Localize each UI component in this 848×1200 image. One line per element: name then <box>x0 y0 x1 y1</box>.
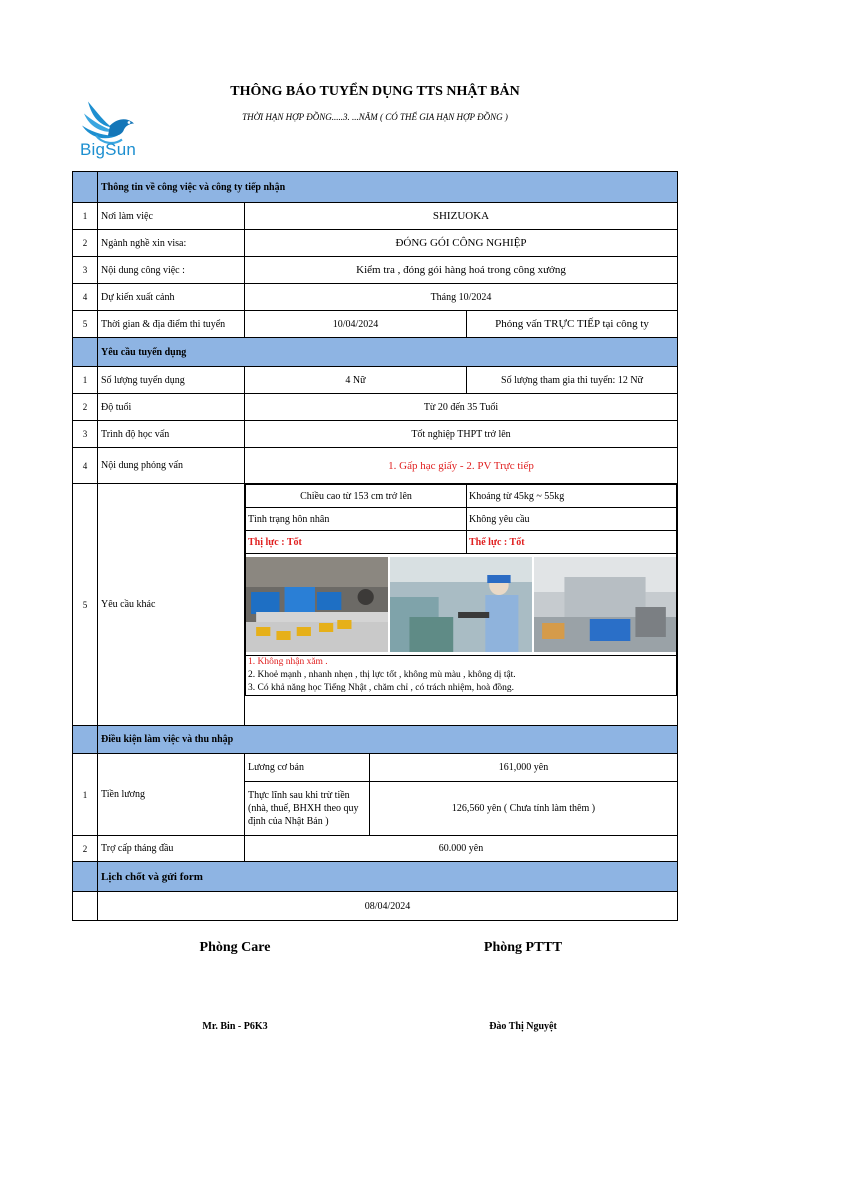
section-title: Lịch chốt và gửi form <box>98 862 678 892</box>
right-signer: Đào Thị Nguyệt <box>489 1021 557 1032</box>
row-label: Tiền lương <box>98 754 245 836</box>
row-label: Số lượng tuyển dụng <box>98 367 245 394</box>
marital-label: Tình trạng hôn nhân <box>246 508 467 531</box>
factory-photo-1 <box>246 557 388 652</box>
interview-content: 1. Gấp hạc giấy - 2. PV Trực tiếp <box>245 448 678 484</box>
row-label: Dự kiến xuất cảnh <box>98 284 245 311</box>
note-3: 3. Có khả năng học Tiếng Nhật , chăm chỉ , có trách nhiệm, hoà đồng. <box>248 683 514 693</box>
recruitment-table <box>72 171 678 921</box>
table-row <box>73 448 678 484</box>
row-value: 4 Nữ <box>245 367 467 394</box>
row-label: Nơi làm việc <box>98 203 245 230</box>
table-row <box>73 421 678 448</box>
right-department: Phòng PTTT <box>483 940 563 955</box>
row-number: 3 <box>73 421 98 448</box>
weight-requirement: Khoảng từ 45kg ~ 55kg <box>467 485 677 508</box>
table-row <box>73 394 678 421</box>
table-row-other-requirements <box>73 484 678 726</box>
row-number: 2 <box>73 394 98 421</box>
row-label: Ngành nghề xin visa: <box>98 230 245 257</box>
section-title: Thông tin về công việc và công ty tiếp nhận <box>98 172 678 203</box>
allowance-value: 60.000 yên <box>245 836 678 862</box>
row-value: Từ 20 đến 35 Tuổi <box>245 394 678 421</box>
row-value: Tốt nghiệp THPT trở lên <box>245 421 678 448</box>
row-number: 5 <box>73 311 98 338</box>
section-title: Điều kiện làm việc và thu nhập <box>98 726 678 754</box>
table-row <box>73 892 678 921</box>
row-label: Thời gian & địa điểm thi tuyển <box>98 311 245 338</box>
row-label: Nội dung phỏng vấn <box>98 448 245 484</box>
fitness-requirement: Thể lực : Tốt <box>467 531 677 554</box>
table-row <box>73 284 678 311</box>
row-number: 1 <box>73 203 98 230</box>
base-salary-value: 161,000 yên <box>370 754 678 782</box>
row-number: 4 <box>73 284 98 311</box>
photo-strip <box>246 557 676 652</box>
row-number: 4 <box>73 448 98 484</box>
section-header-conditions <box>73 726 678 754</box>
height-requirement: Chiều cao từ 153 cm trở lên <box>246 485 467 508</box>
row-label: Yêu cầu khác <box>98 484 245 726</box>
row-label: Độ tuổi <box>98 394 245 421</box>
row-value: Kiểm tra , đóng gói hàng hoá trong công xưởng <box>245 257 678 284</box>
exam-location: Phỏng vấn TRỰC TIẾP tại công ty <box>467 311 678 338</box>
note-1: Không nhận xăm . <box>257 657 328 667</box>
marital-value: Không yêu cầu <box>467 508 677 531</box>
note-1-prefix: 1. <box>248 657 258 667</box>
page-title: THÔNG BÁO TUYỂN DỤNG TTS NHẬT BẢN <box>230 84 520 99</box>
page-subtitle: THỜI HẠN HỢP ĐỒNG.....3. ...NĂM ( CÓ THỂ GIA HẠN HỢP ĐỒNG ) <box>242 112 508 122</box>
table-row <box>73 230 678 257</box>
section-header-requirements <box>73 338 678 367</box>
factory-photo-2 <box>390 557 532 652</box>
row-value: ĐÓNG GÓI CÔNG NGHIỆP <box>245 230 678 257</box>
row-number: 5 <box>73 484 98 726</box>
table-row <box>73 754 678 782</box>
table-row <box>73 311 678 338</box>
section-header-deadline <box>73 862 678 892</box>
base-salary-label: Lương cơ bản <box>245 754 370 782</box>
row-label: Trình độ học vấn <box>98 421 245 448</box>
deadline-date: 08/04/2024 <box>98 892 678 921</box>
exam-participants: Số lượng tham gia thi tuyển: 12 Nữ <box>467 367 678 394</box>
row-label: Nội dung công việc : <box>98 257 245 284</box>
note-2: 2. Khoẻ mạnh , nhanh nhẹn , thị lực tốt , không mù màu , không dị tật. <box>248 670 516 680</box>
row-number: 1 <box>73 754 98 836</box>
left-signer: Mr. Bin - P6K3 <box>202 1021 268 1032</box>
table-row <box>73 836 678 862</box>
other-requirements-table <box>245 484 677 696</box>
section-header-job-info <box>73 172 678 203</box>
factory-photo-3 <box>534 557 676 652</box>
net-salary-value: 126,560 yên ( Chưa tính làm thêm ) <box>370 782 678 836</box>
exam-date: 10/04/2024 <box>245 311 467 338</box>
row-value: Tháng 10/2024 <box>245 284 678 311</box>
table-row <box>73 257 678 284</box>
left-department: Phòng Care <box>199 940 271 955</box>
table-row <box>73 203 678 230</box>
logo-text: BigSun <box>80 140 137 159</box>
row-number: 3 <box>73 257 98 284</box>
row-number: 1 <box>73 367 98 394</box>
row-value: SHIZUOKA <box>245 203 678 230</box>
net-salary-label: Thực lĩnh sau khi trừ tiền (nhà, thuế, BHXH theo quy định của Nhật Bản ) <box>245 782 370 836</box>
vision-requirement: Thị lực : Tốt <box>246 531 467 554</box>
row-number: 2 <box>73 230 98 257</box>
section-title: Yêu cầu tuyển dụng <box>98 338 678 367</box>
row-number: 2 <box>73 836 98 862</box>
row-label: Trợ cấp tháng đầu <box>98 836 245 862</box>
table-row <box>73 367 678 394</box>
